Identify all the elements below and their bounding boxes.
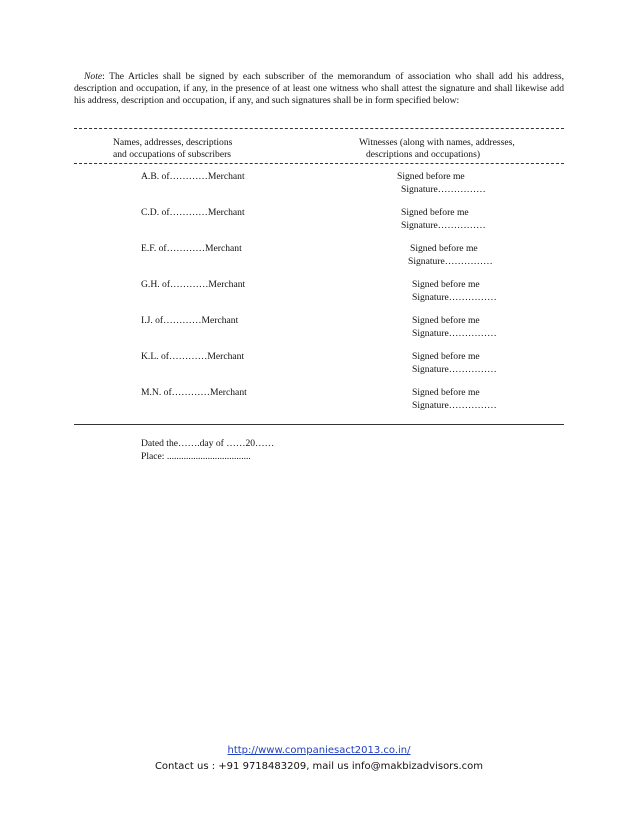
witness-signed: Signed before me xyxy=(412,351,480,362)
witnesses-header-line2: descriptions and occupations) xyxy=(366,149,481,160)
dashed-divider-header xyxy=(74,163,564,164)
subscribers-header-line1: Names, addresses, descriptions xyxy=(113,137,233,148)
subscriber-name: K.L. of…………Merchant xyxy=(141,351,245,362)
witness-signed: Signed before me xyxy=(412,315,480,326)
footer-contact: Contact us : +91 9718483209, mail us info@makbizadvisors.com xyxy=(154,761,484,772)
dated-line: Dated the…….day of ……20…… xyxy=(141,438,275,449)
subscribers-header xyxy=(113,137,232,161)
note-label: Note xyxy=(84,71,103,82)
witness-signature: Signature…………… xyxy=(412,364,497,375)
subscriber-name: C.D. of…………Merchant xyxy=(141,207,245,218)
witnesses-header xyxy=(359,137,515,161)
subscriber-name: G.H. of…………Merchant xyxy=(141,279,246,290)
website-link[interactable]: http://www.companiesact2013.co.in/ xyxy=(227,745,411,756)
witness-signature: Signature…………… xyxy=(401,184,486,195)
witness-signed: Signed before me xyxy=(401,207,469,218)
place-line: Place: ................................... xyxy=(141,451,251,462)
subscriber-name: I.J. of…………Merchant xyxy=(141,315,239,326)
footer-url-line xyxy=(0,743,638,759)
witness-signed: Signed before me xyxy=(412,387,480,398)
witnesses-header-line1: Witnesses (along with names, addresses, xyxy=(359,137,515,148)
witness-signature: Signature…………… xyxy=(401,220,486,231)
dashed-divider-top xyxy=(74,128,564,129)
note-text: : The Articles shall be signed by each subscriber of the memorandum of association who shall add his address, description and occupation, if any, in the presence of at least one witness who shall attest the signature and shall likewise add his address, description and occupation, if any, and such signatures shall be in form specified below: xyxy=(74,71,564,106)
witness-signed: Signed before me xyxy=(410,243,478,254)
subscriber-name: M.N. of…………Merchant xyxy=(141,387,247,398)
dated-place-block xyxy=(141,437,274,463)
witness-signature: Signature…………… xyxy=(412,328,497,339)
note-paragraph xyxy=(74,71,564,107)
subscriber-name: A.B. of…………Merchant xyxy=(141,171,245,182)
solid-divider xyxy=(74,424,564,425)
subscribers-header-line2: and occupations of subscribers xyxy=(113,149,232,160)
witness-signature: Signature…………… xyxy=(408,256,493,267)
witness-signed: Signed before me xyxy=(397,171,465,182)
witness-signature: Signature…………… xyxy=(412,400,497,411)
witness-signed: Signed before me xyxy=(412,279,480,290)
subscriber-name: E.F. of…………Merchant xyxy=(141,243,242,254)
witness-signature: Signature…………… xyxy=(412,292,497,303)
